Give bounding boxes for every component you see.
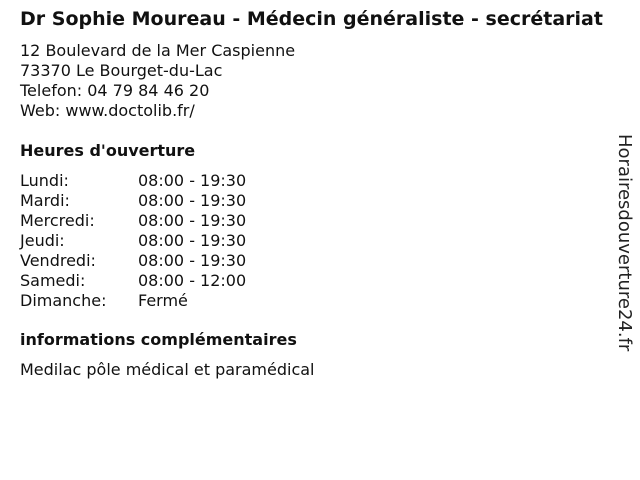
day-label: Jeudi: bbox=[20, 231, 65, 250]
practice-title: Dr Sophie Moureau - Médecin généraliste - secrétariat bbox=[20, 8, 603, 30]
practice-card bbox=[20, 8, 610, 380]
hours-row-saturday bbox=[20, 271, 610, 291]
day-label: Dimanche: bbox=[20, 291, 107, 310]
day-hours: 08:00 - 12:00 bbox=[138, 271, 247, 290]
web-line: Web: www.doctolib.fr/ bbox=[20, 101, 195, 120]
day-label: Vendredi: bbox=[20, 251, 96, 270]
site-watermark: Horairesdouverture24.fr bbox=[614, 134, 635, 352]
hours-row-tuesday bbox=[20, 191, 610, 211]
contact-block bbox=[20, 41, 610, 121]
day-label: Mercredi: bbox=[20, 211, 95, 230]
address-line-1: 12 Boulevard de la Mer Caspienne bbox=[20, 41, 296, 60]
address-line-2: 73370 Le Bourget-du-Lac bbox=[20, 61, 223, 80]
day-hours: 08:00 - 19:30 bbox=[138, 171, 247, 190]
day-label: Samedi: bbox=[20, 271, 86, 290]
day-hours: 08:00 - 19:30 bbox=[138, 251, 247, 270]
hours-row-monday bbox=[20, 171, 610, 191]
day-hours: Fermé bbox=[138, 291, 188, 310]
hours-row-wednesday bbox=[20, 211, 610, 231]
phone-line: Telefon: 04 79 84 46 20 bbox=[20, 81, 210, 100]
day-hours: 08:00 - 19:30 bbox=[138, 231, 247, 250]
hours-row-thursday bbox=[20, 231, 610, 251]
hours-row-sunday bbox=[20, 291, 610, 311]
day-hours: 08:00 - 19:30 bbox=[138, 211, 247, 230]
day-hours: 08:00 - 19:30 bbox=[138, 191, 247, 210]
opening-hours-heading: Heures d'ouverture bbox=[20, 141, 196, 160]
hours-row-friday bbox=[20, 251, 610, 271]
day-label: Lundi: bbox=[20, 171, 69, 190]
opening-hours-table bbox=[20, 171, 610, 311]
additional-info-heading: informations complémentaires bbox=[20, 330, 297, 349]
additional-info-text: Medilac pôle médical et paramédical bbox=[20, 360, 315, 379]
day-label: Mardi: bbox=[20, 191, 70, 210]
